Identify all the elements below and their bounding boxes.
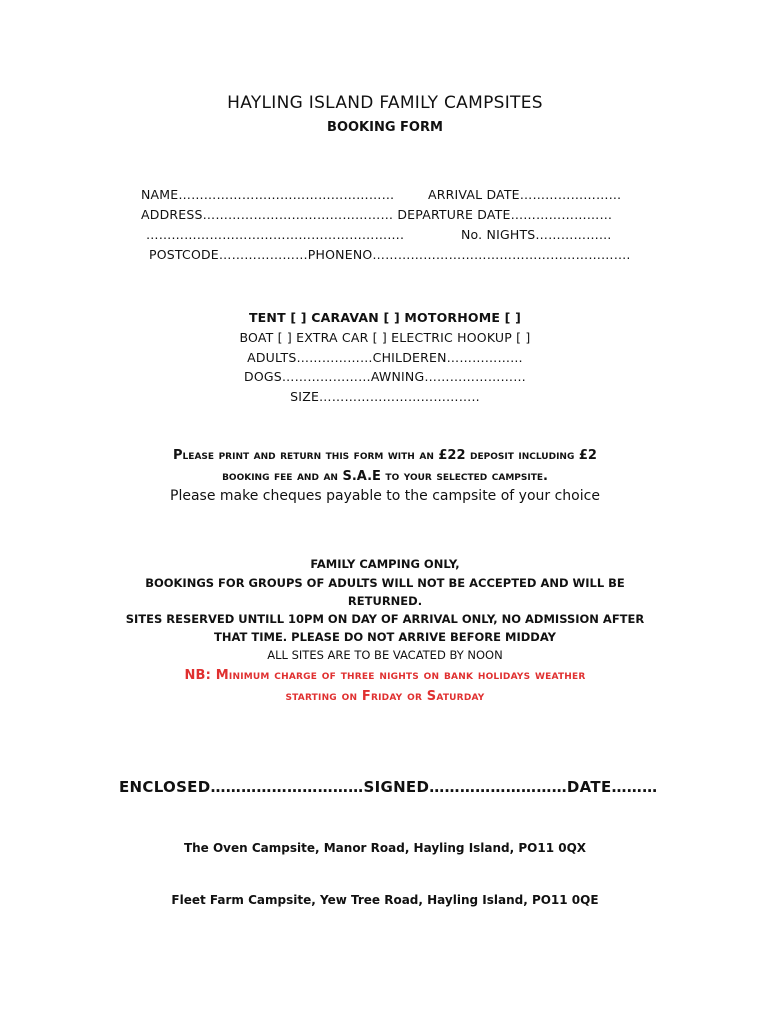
address-field[interactable]: ADDRESS……………………………………… DEPARTURE DATE…………………… <box>141 207 613 222</box>
dogs-awning-field[interactable]: DOGS…………………AWNING…………………… <box>244 369 526 384</box>
page-title: HAYLING ISLAND FAMILY CAMPSITES <box>227 93 543 113</box>
vacate-rule: ALL SITES ARE TO BE VACATED BY NOON <box>267 648 503 662</box>
groups-rule-cont: RETURNED. <box>347 594 423 608</box>
cheques-instruction: Please make cheques payable to the campsite of your choice <box>170 488 600 504</box>
minimum-charge-notice-cont: starting on Friday or Saturday <box>285 689 485 704</box>
deposit-instruction: Please print and return this form with an £22 deposit including £2 <box>173 448 597 463</box>
arrival-rule-cont: THAT TIME. PLEASE DO NOT ARRIVE BEFORE MIDDAY <box>214 630 556 644</box>
name-field[interactable]: NAME…………………………………………… <box>141 187 395 202</box>
form-subtitle: BOOKING FORM <box>327 120 443 135</box>
postcode-phone-field[interactable]: POSTCODE…………………PHONENO……………………………………………………. <box>149 247 631 262</box>
size-field[interactable]: SIZE……………………………….. <box>290 389 480 404</box>
groups-rule: BOOKINGS FOR GROUPS OF ADULTS WILL NOT BE ACCEPTED AND WILL BE <box>145 576 625 590</box>
extras-options[interactable]: BOAT [ ] EXTRA CAR [ ] ELECTRIC HOOKUP [ ] <box>239 330 531 345</box>
sae-instruction: booking fee and an S.A.E to your selected campsite. <box>222 469 548 484</box>
oven-campsite-address: The Oven Campsite, Manor Road, Hayling Island, PO11 0QX <box>183 841 587 855</box>
family-only-rule: FAMILY CAMPING ONLY, <box>310 557 460 571</box>
fleet-farm-campsite-address: Fleet Farm Campsite, Yew Tree Road, Hayling Island, PO11 0QE <box>171 893 599 907</box>
nights-field[interactable]: No. NIGHTS……………… <box>461 227 612 242</box>
arrival-rule: SITES RESERVED UNTILL 10PM ON DAY OF ARRIVAL ONLY, NO ADMISSION AFTER <box>125 612 645 626</box>
pitch-type-options[interactable]: TENT [ ] CARAVAN [ ] MOTORHOME [ ] <box>248 310 522 325</box>
arrival-date-field[interactable]: ARRIVAL DATE…………………… <box>428 187 622 202</box>
address-line-2[interactable]: ……………………………………………………. <box>146 227 405 242</box>
minimum-charge-notice: NB: Minimum charge of three nights on bank holidays weather <box>184 668 586 683</box>
enclosed-signed-date-line[interactable]: ENCLOSED…………………………SIGNED………………………DATE……… <box>119 778 658 796</box>
adults-children-field[interactable]: ADULTS………………CHILDEREN……………… <box>247 350 523 365</box>
